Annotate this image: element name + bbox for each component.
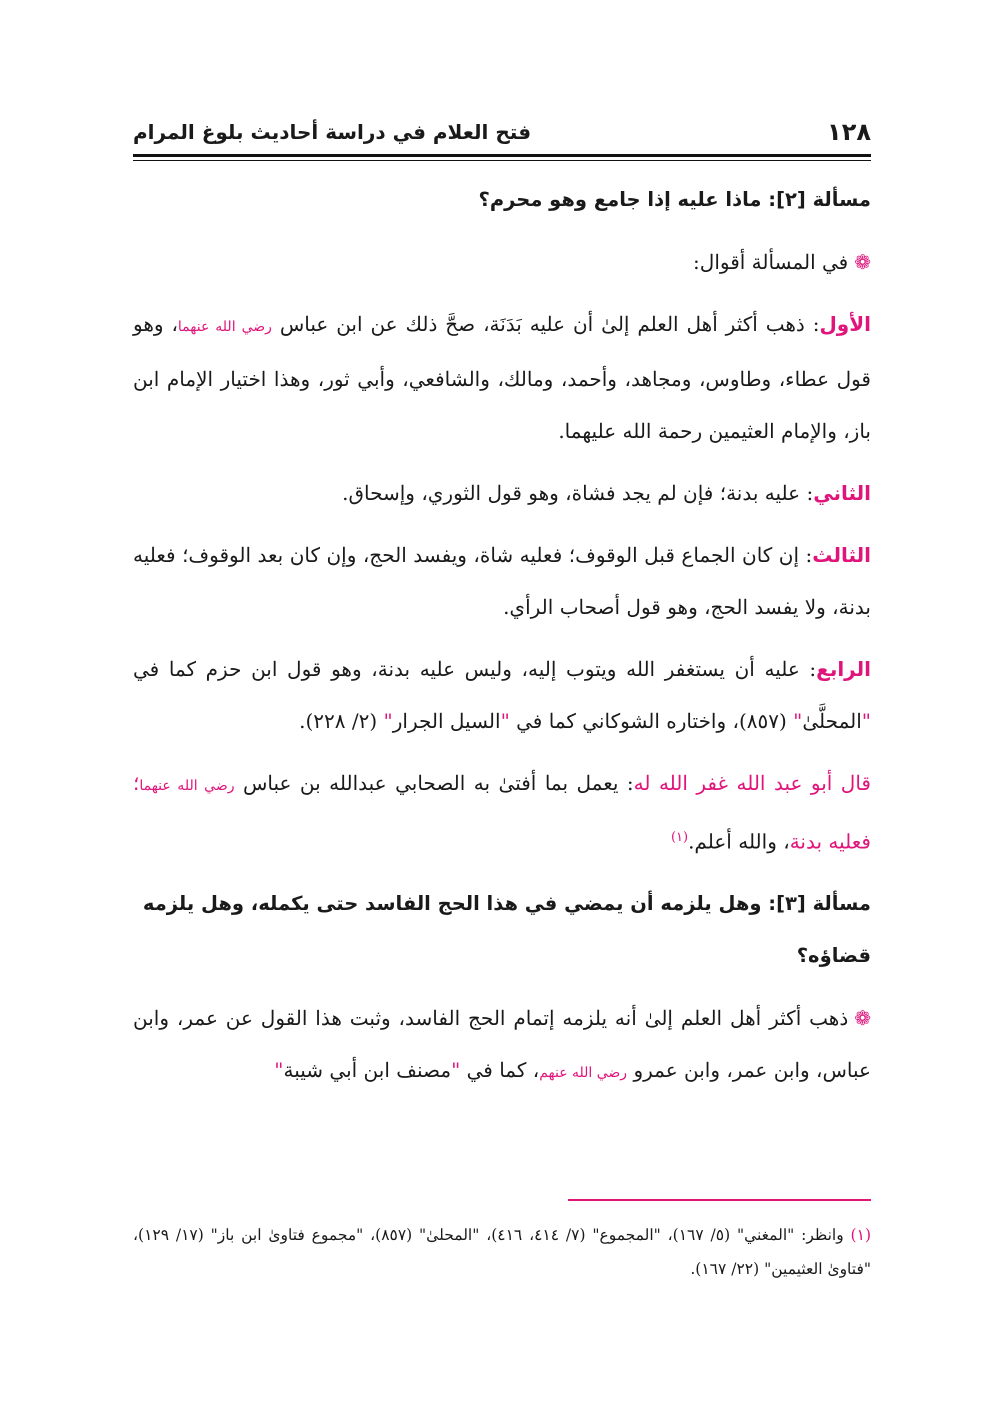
question-2-intro: [133, 236, 871, 288]
opinion-label: الثاني: [813, 481, 871, 505]
book-reference: مصنف ابن أبي شيبة: [283, 1057, 452, 1082]
footnote-reference[interactable]: (١): [670, 830, 689, 845]
author-closing: ، والله أعلم.: [688, 829, 790, 854]
author-text: : يعمل بما أفتىٰ به الصحابي عبدالله بن عباس: [242, 771, 634, 795]
quote-open-mark: ": [861, 709, 871, 733]
header-rule-thick: [133, 154, 871, 157]
book-reference: السيل الجرار: [392, 709, 501, 733]
opinion-fourth: [133, 643, 871, 747]
footnote-text: وانظر: "المغني" (٥/ ١٦٧)، "المجموع" (٧/ ٤١٤، ٤١٦)، "المحلىٰ" (٨٥٧)، "مجموع فتاوىٰ ابن باز" (١٧/ ١٢٩)، "فتاوىٰ العثيمين" (٢٢/ ١٦٧).: [133, 1226, 871, 1278]
quote-open-mark: ": [500, 709, 510, 733]
honorific-glyph: رضي الله عنهما: [177, 319, 272, 335]
intro-text: في المسألة أقوال:: [693, 250, 849, 274]
footnotes: [133, 1218, 871, 1286]
quote-open-mark: ": [451, 1057, 461, 1082]
book-reference: المحلَّىٰ: [802, 709, 862, 733]
honorific-glyph: رضي الله عنهم: [539, 1064, 628, 1081]
page-header: [133, 116, 871, 156]
quote-close-mark: ": [274, 1057, 284, 1082]
opinion-second: [133, 467, 871, 519]
question-2-heading: مسألة [٢]: ماذا عليه إذا جامع وهو محرم؟: [478, 188, 871, 211]
flower-icon: ❁: [854, 1005, 871, 1030]
header-rule-thin: [133, 160, 871, 161]
opinion-text-continued: ، وهو قول عطاء، وطاوس، ومجاهد، وأحمد، ومالك، والشافعي، وأبي ثور، وهذا اختيار الإمام ابن باز، والإمام العثيمين رحمة الله عليهما.: [133, 312, 871, 443]
opinion-text: : إن كان الجماع قبل الوقوف؛ فعليه شاة، ويفسد الحج، وإن كان بعد الوقوف؛ فعليه بدنة، ولا يفسد الحج، وهو قول أصحاب الرأي.: [133, 543, 871, 619]
opinion-label: الرابع: [816, 657, 871, 681]
footnote-separator: [568, 1199, 871, 1201]
flower-icon: ❁: [854, 250, 871, 274]
opinion-third: [133, 529, 871, 633]
author-label: قال أبو عبد الله غفر الله له: [633, 771, 871, 795]
honorific-glyph: رضي الله عنهما: [139, 778, 235, 794]
opinion-label: الثالث: [812, 543, 871, 567]
main-content: [133, 174, 871, 1109]
opinion-label: الأول: [819, 312, 871, 336]
question-3-answer: [133, 992, 871, 1099]
footnote-number: (١): [850, 1226, 871, 1244]
page-number: ١٢٨: [827, 118, 871, 146]
quote-close-mark: ": [793, 709, 803, 733]
answer-text: ذهب أكثر أهل العلم إلىٰ أنه يلزمه إتمام الحج الفاسد، وثبت هذا القول عن عمر، وابن عباس، وابن عمر، وابن عمرو: [133, 1005, 871, 1082]
opinion-text: : ذهب أكثر أهل العلم إلىٰ أن عليه بَدَنَة، صحَّ ذلك عن ابن عباس: [279, 312, 820, 336]
opinion-text: : عليه بدنة؛ فإن لم يجد فشاة، وهو قول الثوري، وإسحاق.: [342, 481, 814, 505]
running-title: فتح العلام في دراسة أحاديث بلوغ المرام: [133, 120, 532, 144]
opinion-first: [133, 298, 871, 457]
quote-close-mark: ": [383, 709, 393, 733]
answer-text-continued: ، كما في: [466, 1057, 540, 1082]
question-3-heading: مسألة [٣]: وهل يلزمه أن يمضي في هذا الحج الفاسد حتى يكمله، وهل يلزمه قضاؤه؟: [142, 891, 871, 967]
author-ruling: ؛ فعليه بدنة: [133, 771, 871, 854]
citation: (٢/ ٢٢٨).: [299, 709, 378, 733]
author-opinion: [133, 757, 871, 868]
opinion-text-continued: (٨٥٧)، واختاره الشوكاني كما في: [516, 709, 787, 733]
opinion-text: : عليه أن يستغفر الله ويتوب إليه، وليس عليه بدنة، وهو قول ابن حزم كما في: [133, 657, 817, 681]
